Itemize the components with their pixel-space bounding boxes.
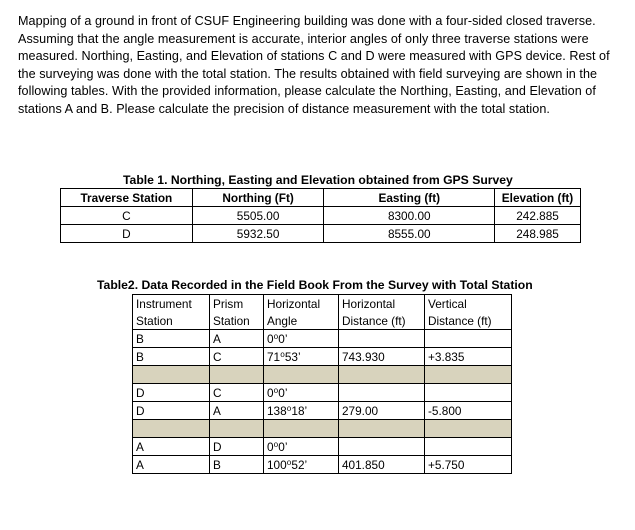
table2-row <box>133 330 512 348</box>
table2-cell: 279.00 <box>339 402 425 420</box>
table2-cell <box>425 438 512 456</box>
table2-cell: A <box>133 438 210 456</box>
table1-cell: 242.885 <box>495 207 581 225</box>
table1-header-cell: Traverse Station <box>61 189 193 207</box>
table2-header-cell: Distance (ft) <box>339 312 425 330</box>
table1-row <box>61 225 581 243</box>
table2-cell: C <box>210 348 264 366</box>
table2-cell <box>425 330 512 348</box>
table2-cell <box>339 384 425 402</box>
table2-header-cell: Horizontal <box>339 295 425 313</box>
table2-separator-row <box>133 420 512 438</box>
table2-cell: D <box>210 438 264 456</box>
table2-separator-row <box>133 366 512 384</box>
table2-row <box>133 348 512 366</box>
table2-header-cell: Angle <box>264 312 339 330</box>
table2-row <box>133 384 512 402</box>
table2-row <box>133 402 512 420</box>
table2-header-row <box>133 312 512 330</box>
table1-caption: Table 1. Northing, Easting and Elevation obtained from GPS Survey <box>123 173 513 187</box>
table1-header-cell: Elevation (ft) <box>495 189 581 207</box>
table2-cell: 100⁰52’ <box>264 456 339 474</box>
table2-header-cell: Distance (ft) <box>425 312 512 330</box>
gps-survey-table <box>60 188 581 243</box>
table2-cell: B <box>210 456 264 474</box>
table2-cell: -5.800 <box>425 402 512 420</box>
table2-cell: C <box>210 384 264 402</box>
table2-cell <box>339 330 425 348</box>
table2-cell: D <box>133 402 210 420</box>
table2-cell <box>425 384 512 402</box>
table1-header-cell: Northing (Ft) <box>192 189 324 207</box>
table1-cell: 8300.00 <box>324 207 495 225</box>
table1-header-row <box>61 189 581 207</box>
table1-cell: 248.985 <box>495 225 581 243</box>
table2-cell: 743.930 <box>339 348 425 366</box>
table2-cell: B <box>133 330 210 348</box>
table2-cell <box>339 438 425 456</box>
table1-row <box>61 207 581 225</box>
table2-header-cell: Instrument <box>133 295 210 313</box>
table1-cell: 8555.00 <box>324 225 495 243</box>
table2-header-cell: Horizontal <box>264 295 339 313</box>
table1-cell: 5505.00 <box>192 207 324 225</box>
table2-cell: +3.835 <box>425 348 512 366</box>
table2-row <box>133 456 512 474</box>
table2-row <box>133 438 512 456</box>
table2-cell: 401.850 <box>339 456 425 474</box>
table2-cell: +5.750 <box>425 456 512 474</box>
table2-cell: 138⁰18’ <box>264 402 339 420</box>
table2-cell: D <box>133 384 210 402</box>
table2-cell: 71⁰53’ <box>264 348 339 366</box>
table2-cell: 0⁰0’ <box>264 438 339 456</box>
problem-statement: Mapping of a ground in front of CSUF Engineering building was done with a four-sided closed traverse. Assuming that the angle measurement is accurate, interior angles of only three traverse stations were measured. Northing, Easting, and Elevation of stations C and D were measured with GPS device. Rest of the surveying was done with the total station. The results obtained with field surveying are shown in the following tables. With the provided information, please calculate the Northing, Easting, and Elevation of stations A and B. Please calculate the precision of distance measurement with the total station. <box>18 14 610 116</box>
table1-cell: D <box>61 225 193 243</box>
total-station-table <box>132 294 512 474</box>
table2-cell: A <box>133 456 210 474</box>
table1-cell: C <box>61 207 193 225</box>
table2-header-cell: Station <box>210 312 264 330</box>
table2-header-cell: Prism <box>210 295 264 313</box>
table1-header-cell: Easting (ft) <box>324 189 495 207</box>
table2-header-cell: Vertical <box>425 295 512 313</box>
table2-header-cell: Station <box>133 312 210 330</box>
table1-cell: 5932.50 <box>192 225 324 243</box>
table2-cell: 0⁰0’ <box>264 330 339 348</box>
table2-cell: 0⁰0’ <box>264 384 339 402</box>
table2-header-row <box>133 295 512 313</box>
table2-caption: Table2. Data Recorded in the Field Book From the Survey with Total Station <box>97 278 533 292</box>
table2-cell: A <box>210 330 264 348</box>
table2-cell: A <box>210 402 264 420</box>
table2-cell: B <box>133 348 210 366</box>
